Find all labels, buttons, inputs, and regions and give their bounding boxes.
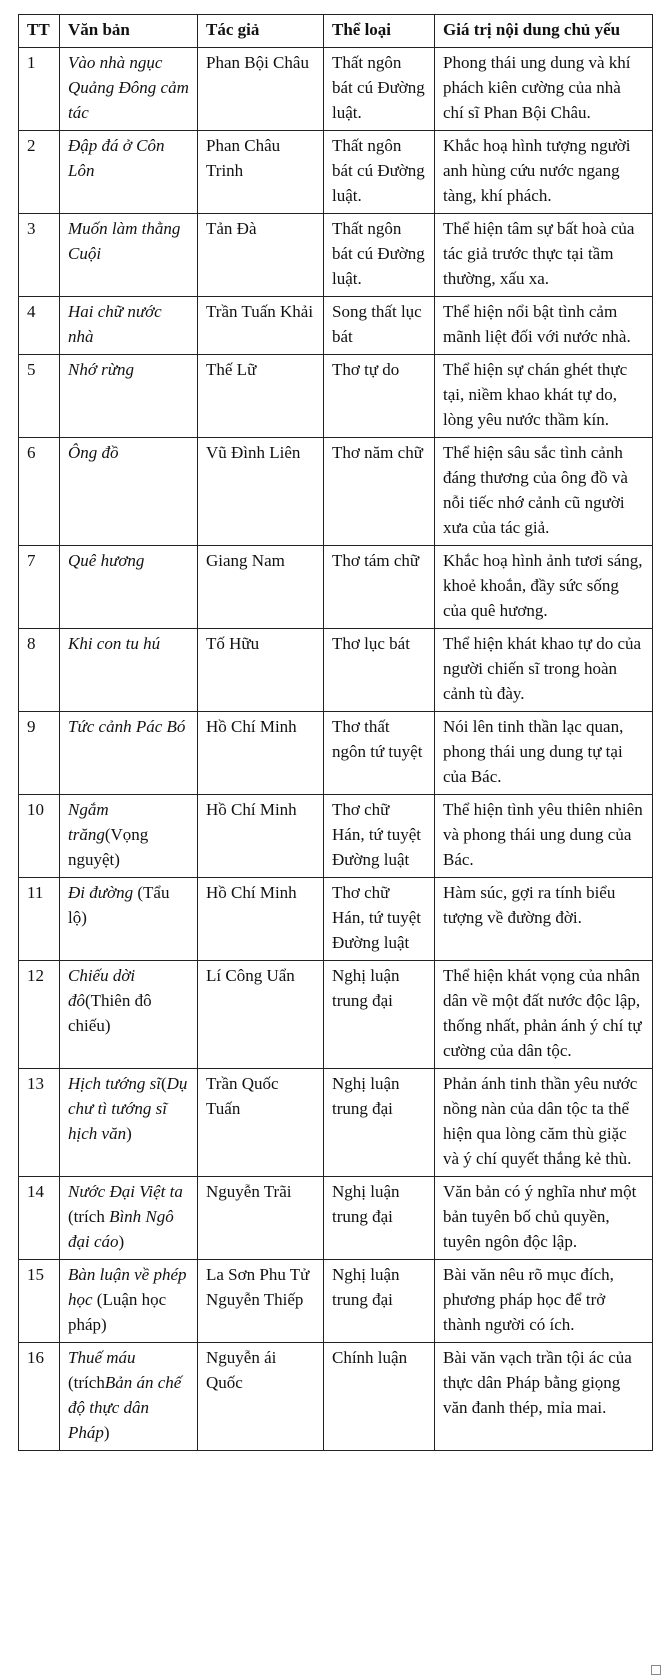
row-number-cell: 5 [19,355,60,438]
row-number-cell: 8 [19,629,60,712]
title-normal-segment: (trích [68,1373,105,1392]
title-italic-segment: Bản án chế độ thực dân Pháp [68,1373,182,1442]
row-number-cell: 12 [19,961,60,1069]
genre-cell: Nghị luận trung đại [324,1260,435,1343]
table-row [19,1260,653,1343]
title-normal-segment: (Luận học pháp) [68,1290,167,1334]
value-cell: Thể hiện nổi bật tình cảm mãnh liệt đối với nước nhà. [435,297,653,355]
title-cell [60,355,198,438]
table-row [19,438,653,546]
table-row [19,629,653,712]
author-cell: Phan Bội Châu [198,48,324,131]
genre-cell: Nghị luận trung đại [324,1069,435,1177]
genre-cell: Thơ chữ Hán, tứ tuyệt Đường luật [324,878,435,961]
title-italic-segment: Đập đá ở Côn Lôn [68,136,165,180]
table-row [19,795,653,878]
value-cell: Bài văn nêu rõ mục đích, phương pháp học để trở thành người có ích. [435,1260,653,1343]
title-italic-segment: Bình Ngô đại cáo [68,1207,174,1251]
genre-cell: Song thất lục bát [324,297,435,355]
row-number-cell: 15 [19,1260,60,1343]
title-cell [60,878,198,961]
value-cell: Hàm súc, gợi ra tính biểu tượng về đường đời. [435,878,653,961]
author-cell: Thế Lữ [198,355,324,438]
header-cell-title: Văn bản [60,15,198,48]
header-cell-value: Giá trị nội dung chủ yếu [435,15,653,48]
genre-cell: Thơ tám chữ [324,546,435,629]
author-cell: Phan Châu Trinh [198,131,324,214]
value-cell: Khắc hoạ hình ảnh tươi sáng, khoẻ khoắn, đầy sức sống của quê hương. [435,546,653,629]
value-cell: Thể hiện sâu sắc tình cảnh đáng thương của ông đồ và nỗi tiếc nhớ cảnh cũ người xưa của tác giả. [435,438,653,546]
value-cell: Bài văn vạch trần tội ác của thực dân Pháp bằng giọng văn đanh thép, mỉa mai. [435,1343,653,1451]
row-number-cell: 6 [19,438,60,546]
table-row [19,1343,653,1451]
genre-cell: Nghị luận trung đại [324,1177,435,1260]
value-cell: Phản ánh tinh thần yêu nước nồng nàn của dân tộc ta thể hiện qua lòng căm thù giặc và ý chí quyết thắng kẻ thù. [435,1069,653,1177]
title-cell [60,48,198,131]
title-italic-segment: Dụ chư tì tướng sĩ hịch văn [68,1074,188,1143]
author-cell: Tản Đà [198,214,324,297]
title-cell [60,795,198,878]
row-number-cell: 13 [19,1069,60,1177]
title-italic-segment: Tức cảnh Pác Bó [68,717,186,736]
row-number-cell: 2 [19,131,60,214]
header-row [19,15,653,48]
title-italic-segment: Chiếu dời đô [68,966,136,1010]
title-normal-segment: ( [160,1074,167,1093]
title-cell [60,297,198,355]
table-row [19,48,653,131]
title-italic-segment: Khi con tu hú [68,634,161,653]
title-normal-segment: ) [118,1232,125,1251]
author-cell: Giang Nam [198,546,324,629]
title-cell [60,438,198,546]
table-row [19,131,653,214]
title-italic-segment: Nước Đại Việt ta [68,1182,183,1201]
row-number-cell: 4 [19,297,60,355]
title-italic-segment: Vào nhà ngục Quảng Đông cảm tác [68,53,189,122]
genre-cell: Nghị luận trung đại [324,961,435,1069]
value-cell: Thể hiện sự chán ghét thực tại, niềm khao khát tự do, lòng yêu nước thầm kín. [435,355,653,438]
value-cell: Thể hiện tâm sự bất hoà của tác giả trước thực tại tầm thường, xấu xa. [435,214,653,297]
title-normal-segment: (trích [68,1207,110,1226]
title-cell [60,1260,198,1343]
author-cell: Hồ Chí Minh [198,795,324,878]
genre-cell: Thơ tự do [324,355,435,438]
row-number-cell: 14 [19,1177,60,1260]
row-number-cell: 11 [19,878,60,961]
title-cell [60,1343,198,1451]
title-normal-segment: (Vọng nguyệt) [68,825,149,869]
table-row [19,712,653,795]
author-cell: Hồ Chí Minh [198,878,324,961]
title-cell [60,546,198,629]
title-cell [60,629,198,712]
author-cell: Hồ Chí Minh [198,712,324,795]
author-cell: Nguyễn ái Quốc [198,1343,324,1451]
title-italic-segment: Thuế máu [68,1348,136,1367]
table-row [19,297,653,355]
value-cell: Nói lên tinh thần lạc quan, phong thái ung dung tự tại của Bác. [435,712,653,795]
value-cell: Khắc hoạ hình tượng người anh hùng cứu nước ngang tàng, khí phách. [435,131,653,214]
header-cell-no: TT [19,15,60,48]
title-italic-segment: Nhớ rừng [68,360,135,379]
title-cell [60,1069,198,1177]
value-cell: Thể hiện khát khao tự do của người chiến sĩ trong hoàn cảnh tù đày. [435,629,653,712]
author-cell: La Sơn Phu Tử Nguyễn Thiếp [198,1260,324,1343]
table-row [19,1069,653,1177]
genre-cell: Thơ năm chữ [324,438,435,546]
value-cell: Thể hiện khát vọng của nhân dân về một đất nước độc lập, thống nhất, phản ánh ý chí tự cường của dân tộc. [435,961,653,1069]
title-italic-segment: Muốn làm thằng Cuội [68,219,181,263]
genre-cell: Thơ lục bát [324,629,435,712]
title-cell [60,1177,198,1260]
table-row [19,355,653,438]
title-italic-segment: Ngắm trăng [68,800,109,844]
title-normal-segment: ) [126,1124,132,1143]
literature-summary-table [18,14,653,1451]
genre-cell: Thất ngôn bát cú Đường luật. [324,131,435,214]
title-normal-segment: (Tẩu lộ) [68,883,170,927]
header-cell-genre: Thể loại [324,15,435,48]
genre-cell: Chính luận [324,1343,435,1451]
title-cell [60,961,198,1069]
author-cell: Trần Quốc Tuấn [198,1069,324,1177]
header-cell-author: Tác giả [198,15,324,48]
genre-cell: Thơ chữ Hán, tứ tuyệt Đường luật [324,795,435,878]
author-cell: Tố Hữu [198,629,324,712]
row-number-cell: 7 [19,546,60,629]
title-italic-segment: Đi đường [68,883,134,902]
author-cell: Nguyễn Trãi [198,1177,324,1260]
table-row [19,1177,653,1260]
row-number-cell: 9 [19,712,60,795]
table-resize-handle[interactable] [651,1665,661,1675]
title-cell [60,214,198,297]
title-italic-segment: Bàn luận về phép học [68,1265,187,1309]
row-number-cell: 10 [19,795,60,878]
author-cell: Lí Công Uẩn [198,961,324,1069]
title-italic-segment: Ông đồ [68,443,119,462]
title-italic-segment: Hai chữ nước nhà [68,302,162,346]
title-cell [60,712,198,795]
row-number-cell: 16 [19,1343,60,1451]
title-cell [60,131,198,214]
author-cell: Vũ Đình Liên [198,438,324,546]
title-normal-segment: (Thiên đô chiếu) [68,991,152,1035]
table-row [19,961,653,1069]
title-normal-segment: ) [103,1423,110,1442]
value-cell: Phong thái ung dung và khí phách kiên cường của nhà chí sĩ Phan Bội Châu. [435,48,653,131]
title-italic-segment: Hịch tướng sĩ [68,1074,161,1093]
value-cell: Thể hiện tình yêu thiên nhiên và phong thái ung dung của Bác. [435,795,653,878]
row-number-cell: 3 [19,214,60,297]
genre-cell: Thất ngôn bát cú Đường luật. [324,48,435,131]
title-italic-segment: Quê hương [68,551,145,570]
genre-cell: Thơ thất ngôn tứ tuyệt [324,712,435,795]
value-cell: Văn bản có ý nghĩa như một bản tuyên bố chủ quyền, tuyên ngôn độc lập. [435,1177,653,1260]
genre-cell: Thất ngôn bát cú Đường luật. [324,214,435,297]
author-cell: Trần Tuấn Khải [198,297,324,355]
table-row [19,214,653,297]
table-row [19,546,653,629]
row-number-cell: 1 [19,48,60,131]
table-row [19,878,653,961]
